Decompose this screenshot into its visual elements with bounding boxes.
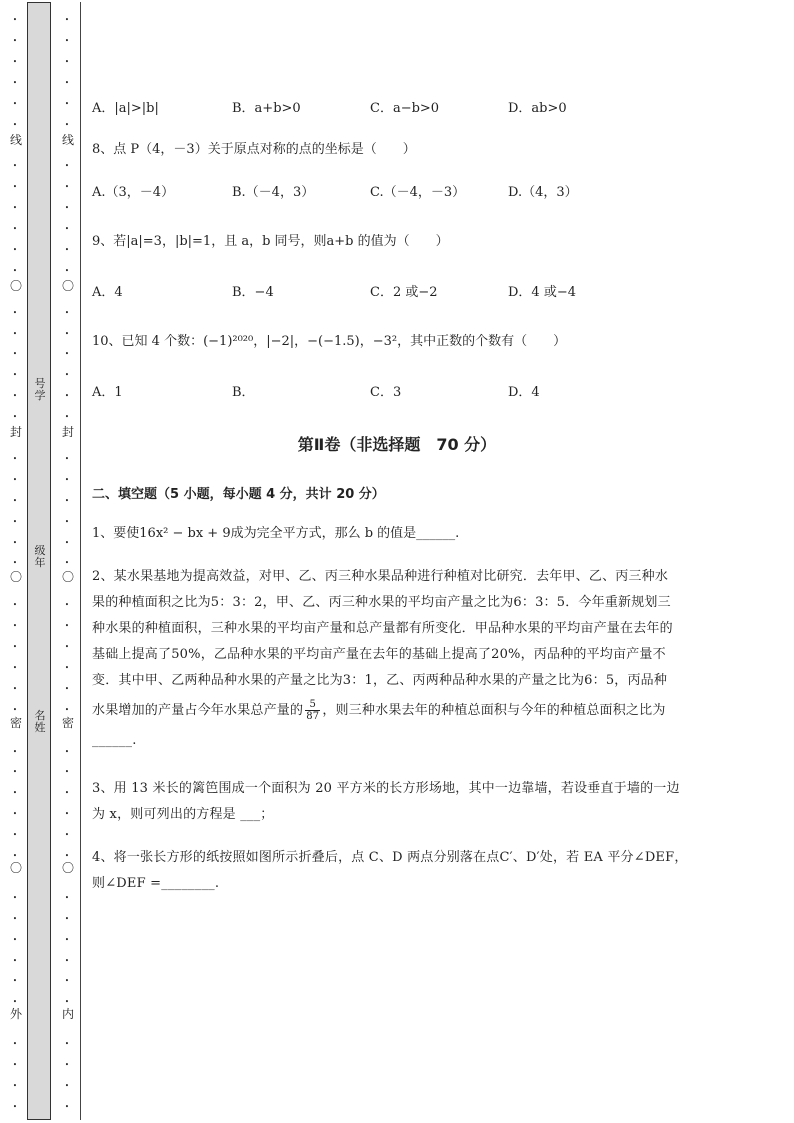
dot-mark: •: [12, 371, 18, 380]
dot-mark: •: [12, 622, 18, 631]
dot-mark: •: [64, 1102, 70, 1111]
dot-mark: •: [64, 768, 70, 777]
q8-choice-c: C.（－4，－3）: [370, 185, 466, 200]
q7-choice-b: B．a+b>0: [232, 101, 301, 116]
dot-mark: •: [12, 413, 18, 422]
outer-seal-char: 〇: [10, 861, 23, 875]
dot-mark: •: [12, 329, 18, 338]
dot-mark: •: [64, 998, 70, 1007]
q2-line: 2、某水果基地为提高效益，对甲、乙、丙三种水果品种进行种植对比研究．去年甲、乙、丙三种水: [92, 569, 669, 584]
section-title: 第Ⅱ卷（非选择题 70 分）: [297, 435, 497, 454]
dot-mark: •: [12, 36, 18, 45]
q8-choice-a: A.（3，－4）: [92, 185, 175, 200]
dot-mark: •: [64, 36, 70, 45]
q3-line: 为 x，则可列出的方程是 ___；: [92, 807, 274, 822]
name-label: 名 姓: [34, 709, 46, 734]
dot-mark: •: [12, 663, 18, 672]
outer-seal-char: 密: [10, 716, 23, 730]
dot-mark: •: [12, 956, 18, 965]
dot-mark: •: [64, 454, 70, 463]
q2-line: 基础上提高了50%，乙品种水果的平均亩产量在去年的基础上提高了20%，丙品种的平均亩产量不: [92, 647, 666, 662]
q9-stem: 9、若|a|=3，|b|=1，且 a，b 同号，则a+b 的值为（ ）: [92, 234, 449, 249]
dot-mark: •: [64, 162, 70, 171]
outer-seal-char: 〇: [10, 570, 23, 584]
dot-mark: •: [12, 78, 18, 87]
dot-mark: •: [64, 475, 70, 484]
inner-seal-char: 封: [62, 425, 75, 439]
q2-text-after-fraction: ，则三种水果去年的种植总面积与今年的种植总面积之比为: [322, 703, 666, 718]
dot-mark: •: [64, 663, 70, 672]
dot-mark: •: [64, 413, 70, 422]
q2-line: 果的种植面积之比为5：3：2，甲、乙、丙三种水果的平均亩产量之比为6：3：5．今年重新规划三: [92, 595, 671, 610]
dot-mark: •: [64, 601, 70, 610]
dot-mark: •: [12, 517, 18, 526]
q9-choice-a: A．4: [92, 285, 123, 300]
q7-choice-d: D．ab>0: [508, 101, 567, 116]
dot-mark: •: [12, 538, 18, 547]
q2-line: 变．其中甲、乙两种品种水果的产量之比为3：1，乙、丙两种品种水果的产量之比为6：5，丙品种: [92, 673, 668, 688]
dot-mark: •: [12, 225, 18, 233]
fill-question-1: 1、要使16x² − bx + 9成为完全平方式，那么 b 的值是______.: [92, 526, 460, 541]
dot-mark: •: [12, 308, 18, 317]
dot-mark: •: [64, 204, 70, 213]
q2-line-with-fraction: [92, 694, 742, 728]
dot-mark: •: [12, 1040, 18, 1049]
dot-mark: •: [64, 622, 70, 631]
dot-mark: •: [64, 538, 70, 547]
dot-mark: •: [64, 329, 70, 338]
dot-mark: •: [12, 1102, 18, 1111]
dot-mark: •: [64, 852, 70, 860]
inner-seal-char: 〇: [62, 279, 75, 293]
dot-mark: •: [12, 559, 18, 568]
q4-line: 4、将一张长方形的纸按照如图所示折叠后，点 C、D 两点分别落在点C′、D′处，若 EA 平分∠DEF，: [92, 850, 688, 865]
q8-choice-d: D.（4，3）: [508, 185, 578, 200]
fill-question-3: [92, 776, 742, 828]
dot-mark: •: [64, 245, 70, 254]
dot-mark: •: [12, 852, 18, 860]
q10-stem: 10、已知 4 个数：(−1)²⁰²⁰，|−2|，−(−1.5)，−3²，其中正数的个数有（ ）: [92, 334, 567, 349]
fill-question-4: [92, 845, 742, 897]
dot-mark: •: [12, 57, 18, 66]
dot-mark: •: [64, 810, 70, 819]
dot-mark: •: [12, 935, 18, 944]
outer-seal-char: 封: [10, 425, 23, 439]
q10-choice-c: C．3: [370, 385, 402, 400]
dot-mark: •: [64, 183, 70, 192]
q8-choice-b: B.（－4，3）: [232, 185, 315, 200]
dot-mark: •: [64, 99, 70, 108]
q8-stem: 8、点 P（4，－3）关于原点对称的点的坐标是（ ）: [92, 142, 416, 157]
dot-mark: •: [12, 120, 18, 129]
dot-mark: •: [64, 977, 70, 986]
dot-mark: •: [64, 350, 70, 359]
dot-mark: •: [12, 350, 18, 359]
dot-mark: •: [12, 601, 18, 610]
dot-mark: •: [64, 57, 70, 66]
dot-mark: •: [64, 747, 70, 756]
q9-choice-b: B．−4: [232, 285, 274, 300]
dot-mark: •: [64, 1040, 70, 1049]
fraction-denominator: 87: [306, 711, 320, 722]
fill-question-2: [92, 564, 742, 754]
dot-mark: •: [12, 684, 18, 693]
fill-blank-heading: 二、填空题（5 小题，每小题 4 分，共计 20 分）: [92, 487, 385, 502]
dot-mark: •: [12, 747, 18, 756]
dot-mark: •: [64, 684, 70, 693]
dot-mark: •: [12, 705, 18, 714]
inner-seal-char: 〇: [62, 570, 75, 584]
dot-mark: •: [12, 99, 18, 108]
q2-line: 种水果的种植面积，三种水果的平均亩产量和总产量都有所变化．甲品种水果的平均亩产量在去年的: [92, 621, 673, 636]
dot-mark: •: [12, 810, 18, 819]
dot-mark: •: [64, 308, 70, 317]
q9-choice-c: C．2 或−2: [370, 285, 438, 300]
dot-mark: •: [12, 204, 18, 213]
q9-choice-d: D．4 或−4: [508, 285, 576, 300]
dot-mark: •: [12, 1081, 18, 1090]
dot-mark: •: [12, 162, 18, 171]
q10-choice-d: D．4: [508, 385, 540, 400]
dot-mark: •: [64, 16, 70, 24]
q4-line: 则∠DEF =________.: [92, 876, 220, 891]
dot-mark: •: [12, 1061, 18, 1069]
dot-mark: •: [12, 266, 18, 275]
dot-mark: •: [12, 475, 18, 484]
outer-seal-char: 外: [10, 1007, 23, 1021]
dot-mark: •: [12, 183, 18, 192]
dot-mark: •: [64, 517, 70, 526]
dot-mark: •: [64, 371, 70, 380]
dot-mark: •: [64, 120, 70, 129]
dot-mark: •: [12, 977, 18, 986]
dot-mark: •: [12, 454, 18, 463]
inner-seal-char: 密: [62, 716, 75, 730]
outer-seal-char: 〇: [10, 279, 23, 293]
dot-mark: •: [12, 16, 18, 24]
dot-mark: •: [64, 956, 70, 965]
dot-mark: •: [64, 914, 70, 923]
inner-seal-char: 内: [62, 1007, 75, 1021]
dot-mark: •: [64, 935, 70, 944]
dot-mark: •: [64, 893, 70, 902]
fraction-5-87: [305, 699, 320, 722]
q10-choice-b: B．: [232, 385, 255, 400]
dot-mark: •: [12, 831, 18, 840]
dot-mark: •: [64, 1061, 70, 1069]
inner-seal-char: 线: [62, 133, 75, 147]
dot-mark: •: [64, 266, 70, 275]
dot-mark: •: [12, 643, 18, 651]
q3-line: 3、用 13 米长的篱笆围成一个面积为 20 平方米的长方形场地，其中一边靠墙，若设垂直于墙的一边: [92, 781, 680, 796]
dot-mark: •: [64, 225, 70, 233]
dot-mark: •: [64, 705, 70, 714]
binding-line: [80, 2, 81, 1120]
q2-answer-blank: ______.: [92, 733, 137, 748]
dot-mark: •: [64, 643, 70, 651]
dot-mark: •: [12, 245, 18, 254]
dot-mark: •: [64, 1081, 70, 1090]
fraction-numerator: 5: [305, 699, 320, 711]
q2-text-before-fraction: 水果增加的产量占今年水果总产量的: [92, 703, 304, 718]
dot-mark: •: [64, 496, 70, 505]
dot-mark: •: [12, 914, 18, 923]
dot-mark: •: [64, 789, 70, 798]
outer-seal-char: 线: [10, 133, 23, 147]
dot-mark: •: [12, 392, 18, 401]
dot-mark: •: [64, 392, 70, 401]
q7-choice-c: C．a−b>0: [370, 101, 440, 116]
dot-mark: •: [64, 831, 70, 840]
inner-seal-char: 〇: [62, 861, 75, 875]
dot-mark: •: [12, 768, 18, 777]
q10-choice-a: A．1: [92, 385, 123, 400]
dot-mark: •: [12, 893, 18, 902]
student-number-label: 号 学: [34, 377, 46, 402]
class-label: 级 年: [34, 544, 46, 569]
dot-mark: •: [12, 496, 18, 505]
dot-mark: •: [12, 789, 18, 798]
dot-mark: •: [64, 78, 70, 87]
dot-mark: •: [12, 998, 18, 1007]
dot-mark: •: [64, 559, 70, 568]
q7-choice-a: A．|a|>|b|: [92, 101, 159, 116]
